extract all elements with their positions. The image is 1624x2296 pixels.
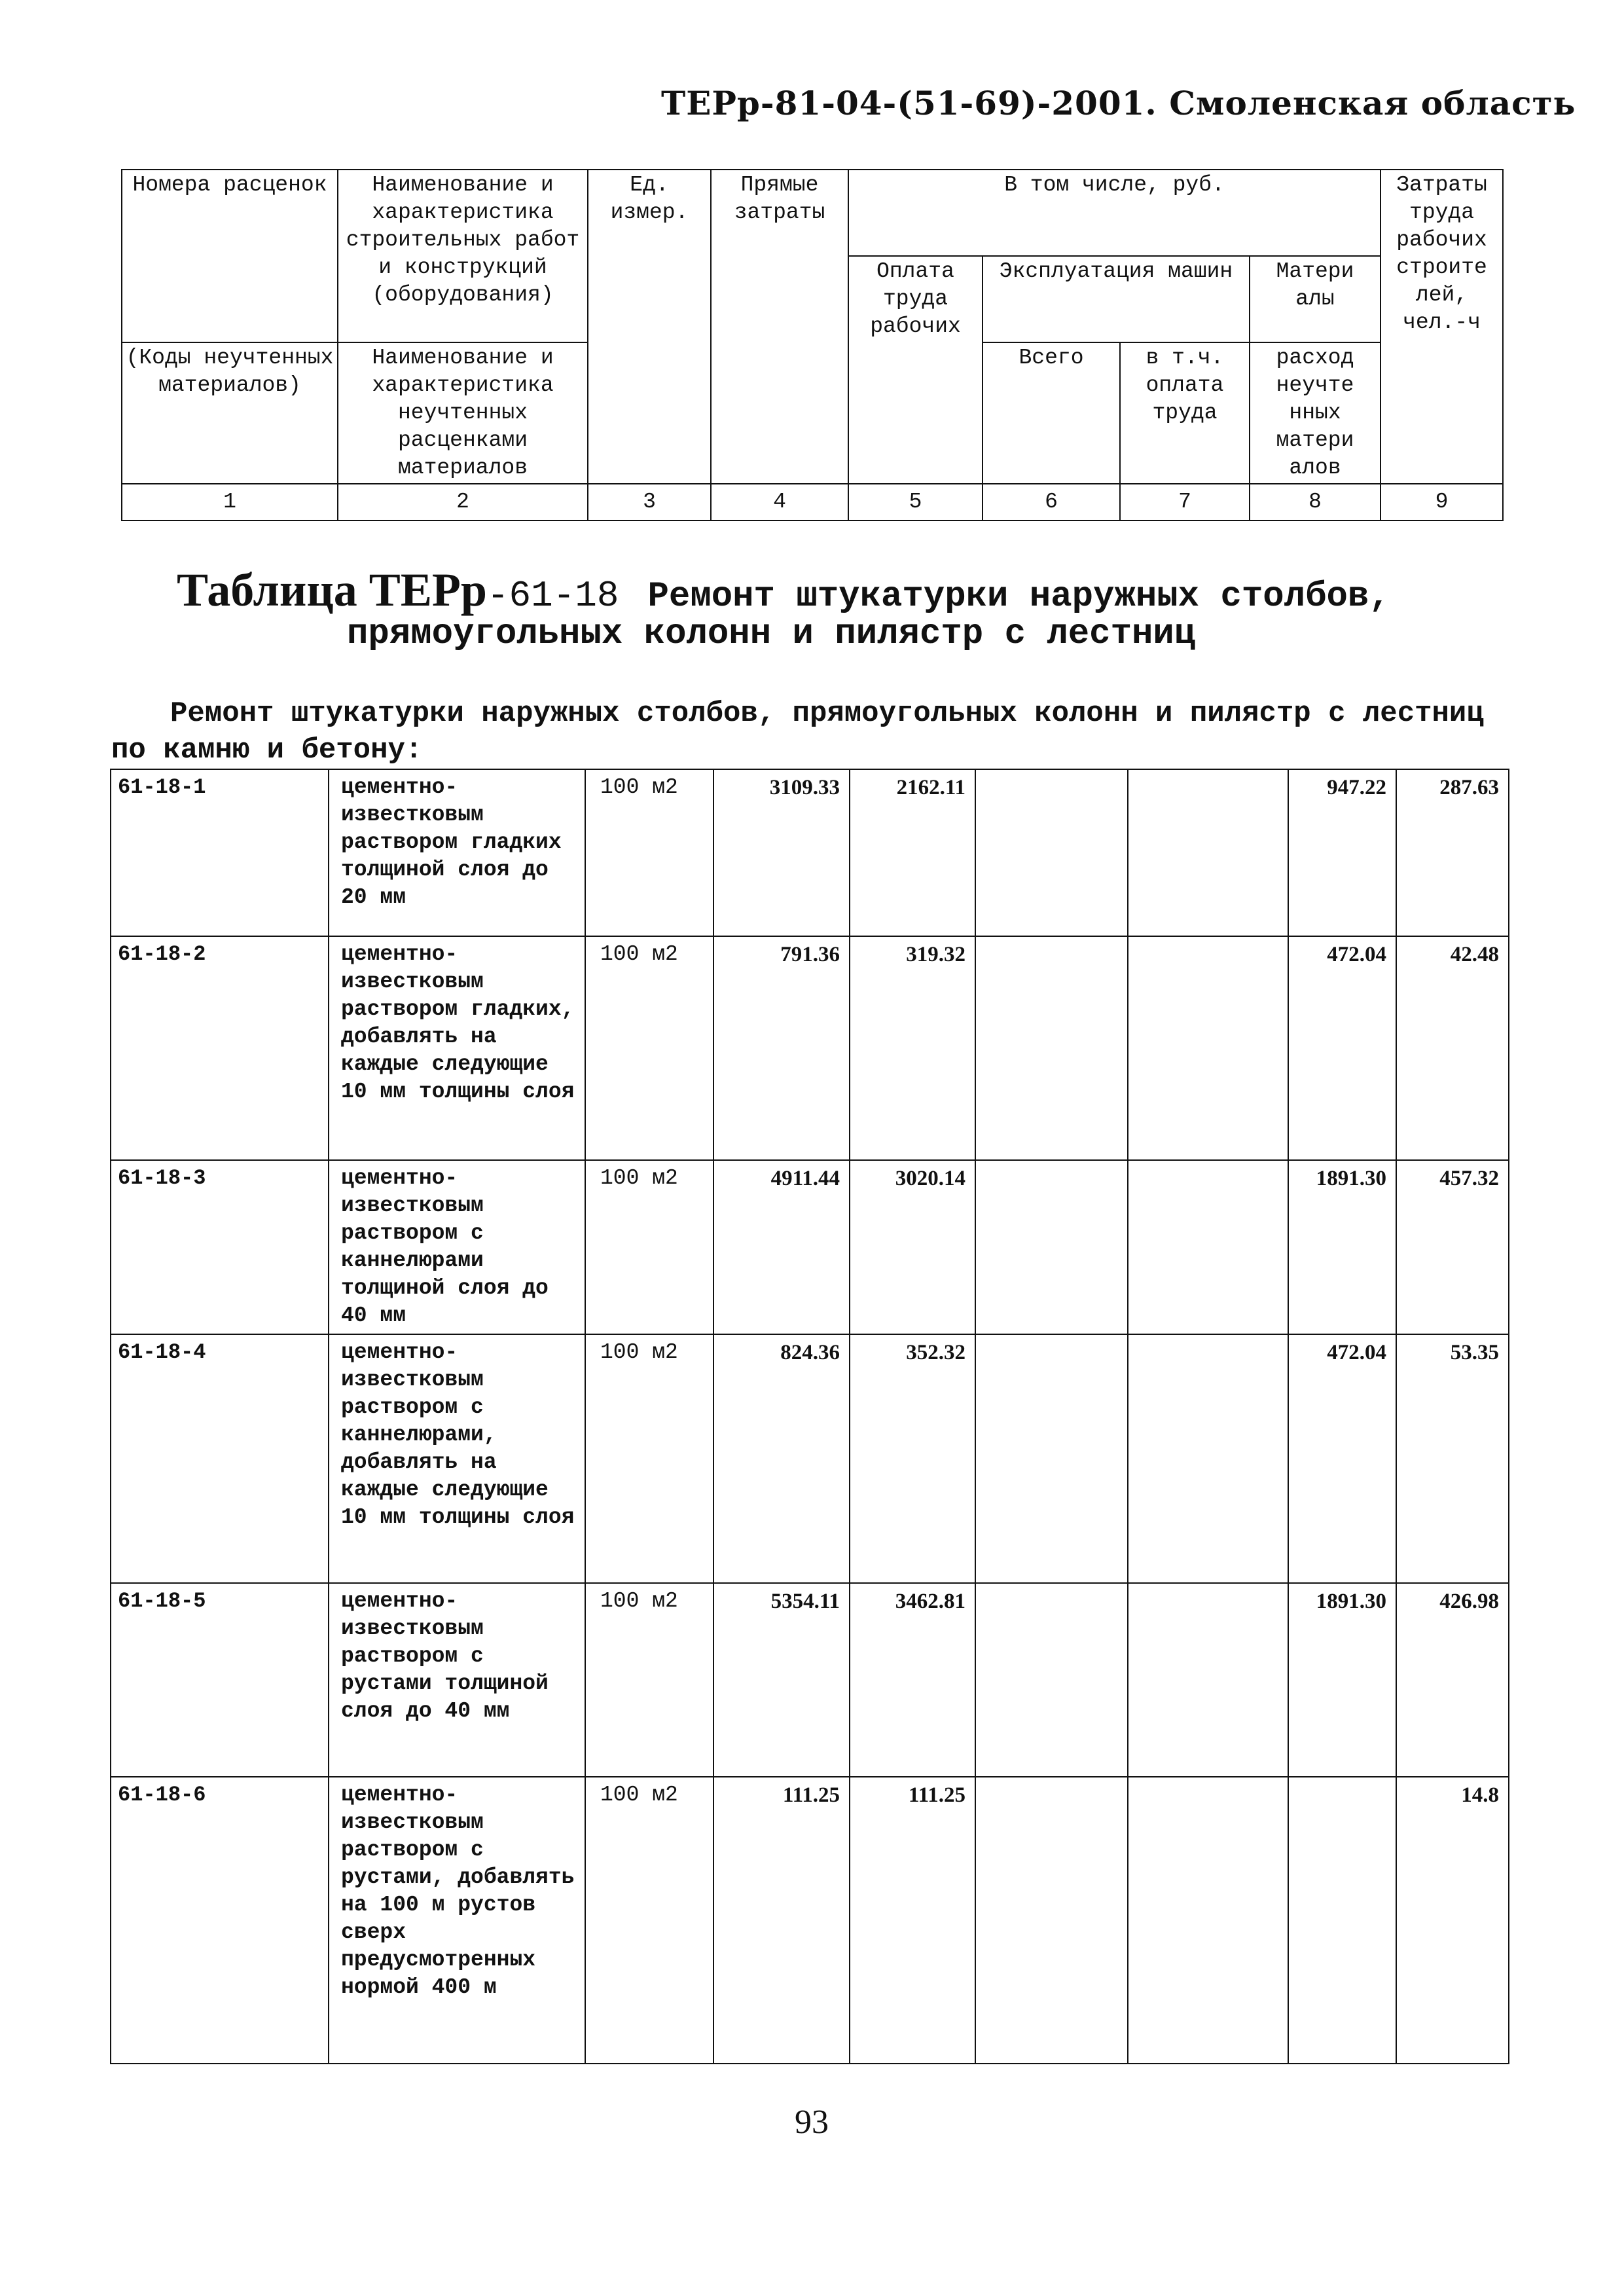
table-row [111, 1583, 1509, 1777]
materials-value: 472.04 [1288, 936, 1396, 1160]
header-rate-numbers: Номера расценок [122, 170, 338, 342]
unit-of-measure: 100 м2 [585, 936, 713, 1160]
unit-of-measure: 100 м2 [585, 1334, 713, 1583]
materials-value [1288, 1777, 1396, 2064]
rate-code: 61-18-2 [111, 936, 329, 1160]
machines-total-value [975, 1583, 1128, 1777]
rate-code: 61-18-6 [111, 1777, 329, 2064]
header-machines-total: Всего [983, 342, 1120, 484]
worker-pay-value: 3020.14 [850, 1160, 975, 1334]
machine-labor-value [1128, 1583, 1288, 1777]
machines-total-value [975, 936, 1128, 1160]
worker-pay-value: 3462.81 [850, 1583, 975, 1777]
direct-costs-value: 5354.11 [713, 1583, 850, 1777]
worker-hours-value: 42.48 [1396, 936, 1509, 1160]
worker-hours-value: 53.35 [1396, 1334, 1509, 1583]
column-number: 5 [848, 484, 983, 520]
worker-hours-value: 287.63 [1396, 769, 1509, 936]
machine-labor-value [1128, 1160, 1288, 1334]
header-material-name: Наименование и характеристика неучтенных расценками материалов [338, 342, 588, 484]
header-worker-hours: Затраты труда рабочих строите лей, чел.-ч [1380, 170, 1503, 484]
work-description: цементно-известковым раствором гладких толщиной слоя до 20 мм [329, 769, 585, 936]
header-including-group: В том числе, руб. [848, 170, 1380, 256]
header-work-name: Наименование и характеристика строительных работ и конструкций (оборудования) [338, 170, 588, 342]
machines-total-value [975, 1160, 1128, 1334]
worker-hours-value: 457.32 [1396, 1160, 1509, 1334]
table-title-name: Ремонт штукатурки наружных столбов, [647, 577, 1390, 617]
unit-of-measure: 100 м2 [585, 1583, 713, 1777]
rate-code: 61-18-3 [111, 1160, 329, 1334]
machine-labor-value [1128, 1334, 1288, 1583]
column-number: 8 [1250, 484, 1380, 520]
work-description: цементно-известковым раствором с рустами толщиной слоя до 40 мм [329, 1583, 585, 1777]
worker-pay-value: 319.32 [850, 936, 975, 1160]
machines-total-value [975, 1334, 1128, 1583]
materials-value: 947.22 [1288, 769, 1396, 936]
table-row [111, 769, 1509, 936]
machines-total-value [975, 1777, 1128, 2064]
rate-code: 61-18-1 [111, 769, 329, 936]
table-row [111, 1160, 1509, 1334]
machine-labor-value [1128, 936, 1288, 1160]
header-machine-labor: в т.ч. оплата труда [1120, 342, 1250, 484]
table-row [111, 936, 1509, 1160]
column-number: 9 [1380, 484, 1503, 520]
work-description: цементно-известковым раствором с каннелюрами толщиной слоя до 40 мм [329, 1160, 585, 1334]
worker-pay-value: 111.25 [850, 1777, 975, 2064]
section-title: Ремонт штукатурки наружных столбов, прямоугольных колонн и пилястр с лестниц по камню и бетону: [111, 697, 1484, 767]
rates-table [110, 769, 1509, 2064]
materials-value: 472.04 [1288, 1334, 1396, 1583]
column-number: 6 [983, 484, 1120, 520]
header-unit: Ед. измер. [588, 170, 711, 484]
unit-of-measure: 100 м2 [585, 769, 713, 936]
direct-costs-value: 3109.33 [713, 769, 850, 936]
table-row [111, 1777, 1509, 2064]
work-description: цементно-известковым раствором с каннелюрами, добавлять на каждые следующие 10 мм толщины слоя [329, 1334, 585, 1583]
direct-costs-value: 824.36 [713, 1334, 850, 1583]
header-table [121, 169, 1504, 521]
header-worker-pay: Оплата труда рабочих [848, 256, 983, 484]
table-title-continued: прямоугольных колонн и пилястр с лестниц [347, 614, 1196, 654]
column-number: 3 [588, 484, 711, 520]
worker-hours-value: 426.98 [1396, 1583, 1509, 1777]
direct-costs-value: 111.25 [713, 1777, 850, 2064]
machine-labor-value [1128, 769, 1288, 936]
page-header: ТЕРр-81-04-(51-69)-2001. Смоленская область [661, 84, 1576, 122]
header-material-codes: (Коды неучтенных материалов) [122, 342, 338, 484]
page-number: 93 [795, 2104, 829, 2141]
header-material-consumption: расход неучте нных матери алов [1250, 342, 1380, 484]
column-number: 2 [338, 484, 588, 520]
header-direct-costs: Прямые затраты [711, 170, 848, 484]
rate-code: 61-18-4 [111, 1334, 329, 1583]
table-title-prefix: Таблица ТЕРр [177, 564, 487, 616]
unit-of-measure: 100 м2 [585, 1160, 713, 1334]
work-description: цементно-известковым раствором с рустами, добавлять на 100 м рустов сверх предусмотренных нормой 400 м [329, 1777, 585, 2064]
direct-costs-value: 791.36 [713, 936, 850, 1160]
rate-code: 61-18-5 [111, 1583, 329, 1777]
materials-value: 1891.30 [1288, 1160, 1396, 1334]
machines-total-value [975, 769, 1128, 936]
work-description: цементно-известковым раствором гладких, добавлять на каждые следующие 10 мм толщины слоя [329, 936, 585, 1160]
column-number: 1 [122, 484, 338, 520]
worker-hours-value: 14.8 [1396, 1777, 1509, 2064]
table-row [111, 1334, 1509, 1583]
header-materials: Матери алы [1250, 256, 1380, 342]
table-title-code: -61-18 [486, 575, 619, 617]
header-machine-operation: Эксплуатация машин [983, 256, 1250, 342]
column-number: 4 [711, 484, 848, 520]
materials-value: 1891.30 [1288, 1583, 1396, 1777]
unit-of-measure: 100 м2 [585, 1777, 713, 2064]
table-title [177, 563, 1506, 617]
machine-labor-value [1128, 1777, 1288, 2064]
column-number: 7 [1120, 484, 1250, 520]
worker-pay-value: 2162.11 [850, 769, 975, 936]
direct-costs-value: 4911.44 [713, 1160, 850, 1334]
worker-pay-value: 352.32 [850, 1334, 975, 1583]
